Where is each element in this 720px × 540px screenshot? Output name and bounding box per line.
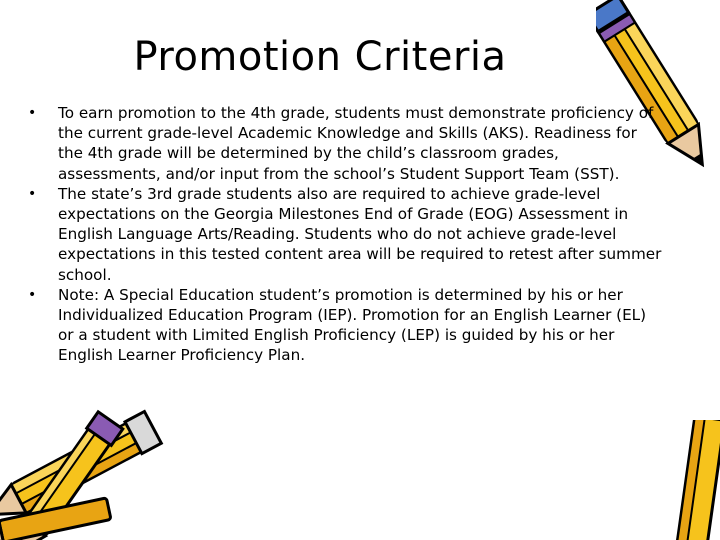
bullet-marker: •: [28, 105, 37, 121]
bullet-list: [26, 103, 666, 366]
slide-title: Promotion Criteria: [133, 34, 507, 80]
bullet-item: [26, 103, 666, 184]
bullet-item: [26, 184, 666, 285]
bullet-text: The state’s 3rd grade students also are required to achieve grade-level expectations on the Georgia Milestones End of Grade (EOG) Assessment in English Language Arts/Reading. Students who do not achieve grade-level expectations in this tested content area will be required to retest after summer school.: [58, 184, 662, 284]
pencils-icon: [0, 370, 166, 540]
bullet-marker: •: [28, 185, 37, 202]
bullet-item: [26, 285, 666, 366]
pencil-corner-icon: [660, 420, 720, 540]
bullet-marker: •: [28, 286, 37, 303]
bullet-text: To earn promotion to the 4th grade, students must demonstrate proficiency of the current grade-level Academic Knowledge and Skills (AKS). Readiness for the 4th grade will be determined by the child’s classroom grades, assessments, and/or input from the school’s Student Support Team (SST).: [58, 104, 654, 183]
bullet-text: Note: A Special Education student’s promotion is determined by his or her Individualized Education Program (IEP). Promotion for an English Learner (EL) or a student with Limited English Proficiency (LEP) is guided by his or her English Learner Proficiency Plan.: [58, 285, 647, 365]
